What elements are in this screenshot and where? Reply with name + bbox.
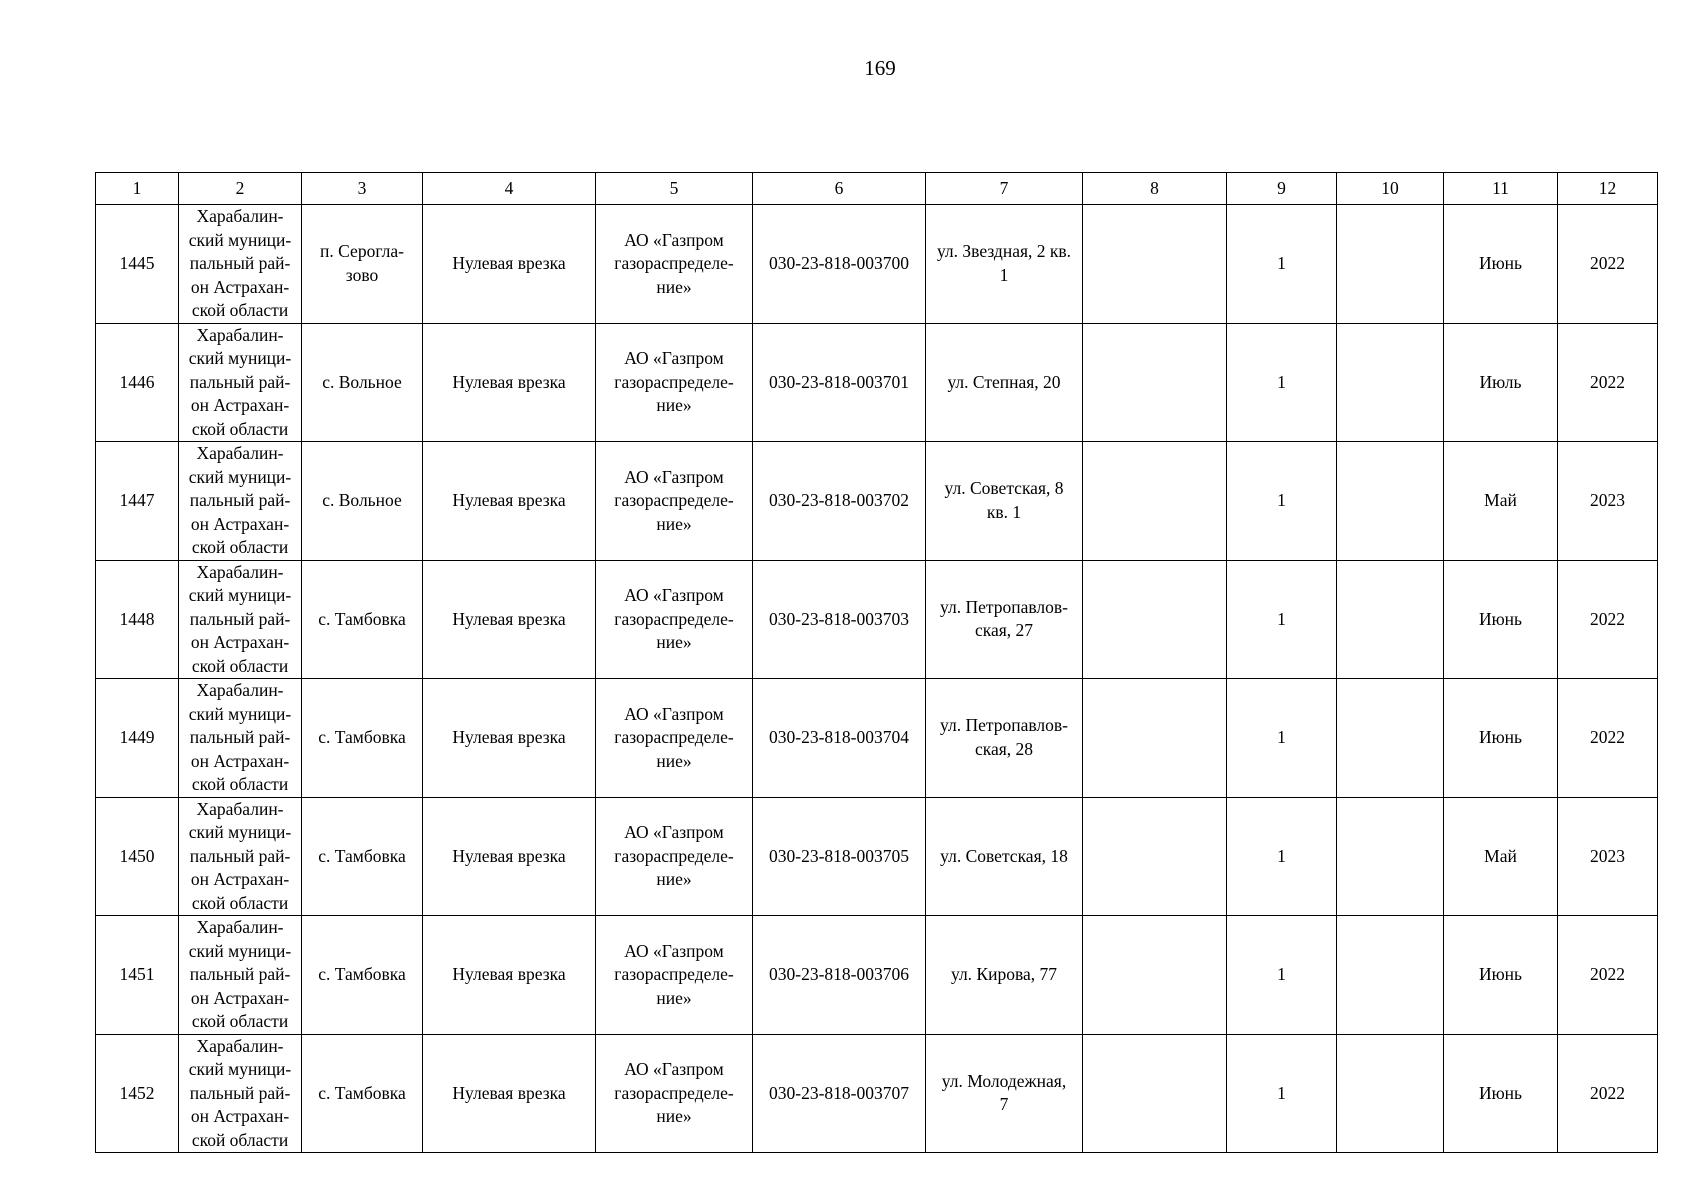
column-8-cell (1083, 916, 1227, 1035)
work-type-cell: Нулевая врезка (423, 560, 596, 679)
year-cell: 2022 (1558, 916, 1658, 1035)
table-row (96, 679, 1658, 798)
district-cell (179, 1034, 302, 1153)
year-cell: 2022 (1558, 205, 1658, 324)
column-header: 1 (96, 173, 179, 205)
district-cell (179, 442, 302, 561)
year-cell: 2022 (1558, 1034, 1658, 1153)
district-text: Харабалин- ский муници- пальный рай- он Астрахан- ской области (188, 324, 292, 439)
table-row (96, 1034, 1658, 1153)
district-cell (179, 323, 302, 442)
address-cell: ул. Молодежная, 7 (926, 1034, 1083, 1153)
column-header: 10 (1337, 173, 1444, 205)
column-header: 5 (596, 173, 753, 205)
address-cell: ул. Степная, 20 (926, 323, 1083, 442)
year-cell: 2022 (1558, 323, 1658, 442)
row-number-cell: 1450 (96, 797, 179, 916)
month-cell: Июнь (1444, 679, 1558, 798)
district-cell (179, 205, 302, 324)
row-number-cell: 1451 (96, 916, 179, 1035)
count-cell: 1 (1227, 442, 1337, 561)
district-text: Харабалин- ский муници- пальный рай- он Астрахан- ской области (188, 443, 292, 557)
year-cell: 2022 (1558, 679, 1658, 798)
district-text: Харабалин- ский муници- пальный рай- он Астрахан- ской области (188, 798, 292, 913)
column-header: 3 (302, 173, 423, 205)
year-cell: 2023 (1558, 797, 1658, 916)
row-number-cell: 1452 (96, 1034, 179, 1153)
row-number-cell: 1446 (96, 323, 179, 442)
header-row (96, 173, 1658, 205)
page-number: 169 (864, 56, 896, 80)
settlement-cell: с. Тамбовка (302, 679, 423, 798)
object-code-cell: 030-23-818-003703 (753, 560, 926, 679)
column-header: 11 (1444, 173, 1558, 205)
table-row (96, 560, 1658, 679)
object-code-cell: 030-23-818-003701 (753, 323, 926, 442)
column-10-cell (1337, 679, 1444, 798)
settlement-cell: с. Тамбовка (302, 916, 423, 1035)
count-cell: 1 (1227, 679, 1337, 798)
row-number-cell: 1447 (96, 442, 179, 561)
month-cell: Июнь (1444, 205, 1558, 324)
column-8-cell (1083, 442, 1227, 561)
count-cell: 1 (1227, 797, 1337, 916)
column-8-cell (1083, 797, 1227, 916)
row-number-cell: 1448 (96, 560, 179, 679)
count-cell: 1 (1227, 323, 1337, 442)
column-10-cell (1337, 323, 1444, 442)
district-text: Харабалин- ский муници- пальный рай- он Астрахан- ской области (188, 680, 292, 794)
month-cell: Июнь (1444, 560, 1558, 679)
register-table (95, 172, 1658, 1153)
settlement-cell: с. Вольное (302, 323, 423, 442)
address-cell: ул. Петропавлов- ская, 27 (926, 560, 1083, 679)
address-cell: ул. Кирова, 77 (926, 916, 1083, 1035)
work-type-cell: Нулевая врезка (423, 323, 596, 442)
district-text: Харабалин- ский муници- пальный рай- он Астрахан- ской области (188, 1035, 292, 1150)
column-8-cell (1083, 205, 1227, 324)
settlement-cell: с. Вольное (302, 442, 423, 561)
column-header: 4 (423, 173, 596, 205)
column-8-cell (1083, 1034, 1227, 1153)
work-type-cell: Нулевая врезка (423, 1034, 596, 1153)
month-cell: Июнь (1444, 916, 1558, 1035)
settlement-cell: п. Серогла- зово (302, 205, 423, 324)
column-10-cell (1337, 797, 1444, 916)
object-code-cell: 030-23-818-003704 (753, 679, 926, 798)
column-header: 12 (1558, 173, 1658, 205)
organization-cell: АО «Газпром газораспределе- ние» (596, 323, 753, 442)
column-10-cell (1337, 916, 1444, 1035)
address-cell: ул. Советская, 8 кв. 1 (926, 442, 1083, 561)
month-cell: Май (1444, 442, 1558, 561)
table-row (96, 323, 1658, 442)
organization-cell: АО «Газпром газораспределе- ние» (596, 797, 753, 916)
table-row (96, 797, 1658, 916)
column-10-cell (1337, 442, 1444, 561)
district-cell (179, 797, 302, 916)
organization-cell: АО «Газпром газораспределе- ние» (596, 679, 753, 798)
table-row (96, 916, 1658, 1035)
table-row (96, 205, 1658, 324)
settlement-cell: с. Тамбовка (302, 1034, 423, 1153)
column-10-cell (1337, 560, 1444, 679)
organization-cell: АО «Газпром газораспределе- ние» (596, 442, 753, 561)
object-code-cell: 030-23-818-003705 (753, 797, 926, 916)
column-header: 8 (1083, 173, 1227, 205)
count-cell: 1 (1227, 916, 1337, 1035)
settlement-cell: с. Тамбовка (302, 797, 423, 916)
object-code-cell: 030-23-818-003707 (753, 1034, 926, 1153)
count-cell: 1 (1227, 205, 1337, 324)
object-code-cell: 030-23-818-003700 (753, 205, 926, 324)
district-cell (179, 916, 302, 1035)
organization-cell: АО «Газпром газораспределе- ние» (596, 560, 753, 679)
table-header (96, 173, 1658, 205)
column-8-cell (1083, 560, 1227, 679)
row-number-cell: 1445 (96, 205, 179, 324)
count-cell: 1 (1227, 560, 1337, 679)
work-type-cell: Нулевая врезка (423, 442, 596, 561)
work-type-cell: Нулевая врезка (423, 916, 596, 1035)
table-body (96, 205, 1658, 1153)
district-cell (179, 679, 302, 798)
row-number-cell: 1449 (96, 679, 179, 798)
column-header: 2 (179, 173, 302, 205)
district-text: Харабалин- ский муници- пальный рай- он Астрахан- ской области (188, 206, 292, 320)
column-header: 9 (1227, 173, 1337, 205)
year-cell: 2023 (1558, 442, 1658, 561)
column-10-cell (1337, 205, 1444, 324)
column-header: 7 (926, 173, 1083, 205)
work-type-cell: Нулевая врезка (423, 205, 596, 324)
work-type-cell: Нулевая врезка (423, 797, 596, 916)
column-10-cell (1337, 1034, 1444, 1153)
month-cell: Июль (1444, 323, 1558, 442)
address-cell: ул. Звездная, 2 кв. 1 (926, 205, 1083, 324)
district-text: Харабалин- ский муници- пальный рай- он Астрахан- ской области (188, 561, 292, 676)
month-cell: Май (1444, 797, 1558, 916)
object-code-cell: 030-23-818-003702 (753, 442, 926, 561)
work-type-cell: Нулевая врезка (423, 679, 596, 798)
organization-cell: АО «Газпром газораспределе- ние» (596, 916, 753, 1035)
address-cell: ул. Петропавлов- ская, 28 (926, 679, 1083, 798)
count-cell: 1 (1227, 1034, 1337, 1153)
address-cell: ул. Советская, 18 (926, 797, 1083, 916)
column-header: 6 (753, 173, 926, 205)
month-cell: Июнь (1444, 1034, 1558, 1153)
organization-cell: АО «Газпром газораспределе- ние» (596, 205, 753, 324)
table-row (96, 442, 1658, 561)
column-8-cell (1083, 323, 1227, 442)
organization-cell: АО «Газпром газораспределе- ние» (596, 1034, 753, 1153)
district-cell (179, 560, 302, 679)
column-8-cell (1083, 679, 1227, 798)
object-code-cell: 030-23-818-003706 (753, 916, 926, 1035)
year-cell: 2022 (1558, 560, 1658, 679)
district-text: Харабалин- ский муници- пальный рай- он Астрахан- ской области (188, 917, 292, 1031)
settlement-cell: с. Тамбовка (302, 560, 423, 679)
